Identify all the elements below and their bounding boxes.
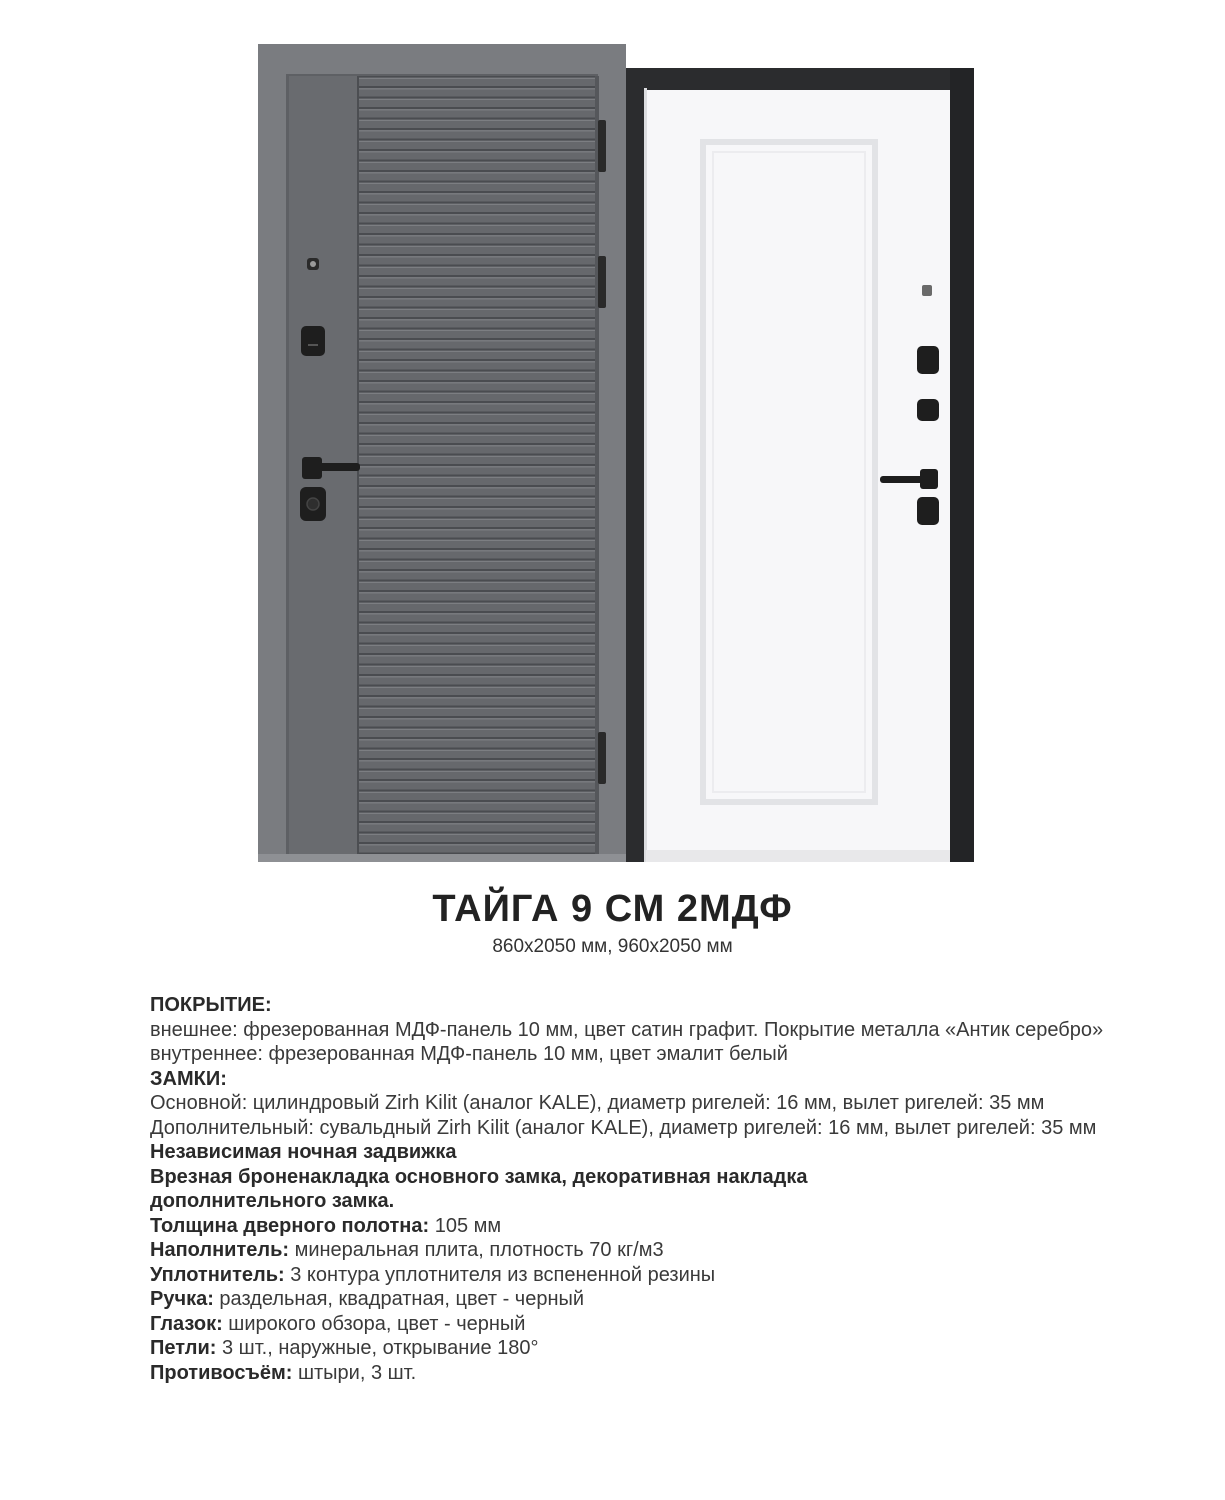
exterior-door <box>258 44 626 862</box>
peephole: Глазок: широкого обзора, цвет - черный <box>150 1312 526 1335</box>
specifications <box>150 993 1110 1385</box>
exterior-lock-cylinder-icon <box>300 487 326 521</box>
filler: Наполнитель: минеральная плита, плотность 70 кг/м3 <box>150 1239 664 1261</box>
coating-heading: ПОКРЫТИЕ: <box>150 994 272 1016</box>
thickness: Толщина дверного полотна: 105 мм <box>150 1214 502 1237</box>
coating-exterior: внешнее: фрезерованная МДФ-панель 10 мм, цвет сатин графит. Покрытие металла «Антик серебро» <box>150 1018 1104 1041</box>
handle: Ручка: раздельная, квадратная, цвет - черный <box>150 1288 585 1310</box>
lock-main: Основной: цилиндровый Zirh Kilit (аналог KALE), диаметр ригелей: 16 мм, вылет ригелей: 35 мм <box>150 1092 1045 1114</box>
lock-extra: Дополнительный: сувальдный Zirh Kilit (аналог KALE), диаметр ригелей: 16 мм, вылет ригелей: 35 мм <box>150 1116 1097 1139</box>
interior-lock-turn-icon <box>917 497 939 525</box>
interior-door <box>626 68 974 862</box>
interior-peephole-icon <box>922 285 932 296</box>
product-sizes: 860х2050 мм, 960х2050 мм <box>492 936 733 957</box>
coating-interior: внутреннее: фрезерованная МДФ-панель 10 мм, цвет эмалит белый <box>150 1043 788 1065</box>
night-latch: Независимая ночная задвижка <box>150 1141 457 1163</box>
antitheft: Противосъём: штыри, 3 шт. <box>150 1361 417 1384</box>
product-title: ТАЙГА 9 СМ 2МДФ <box>432 888 793 930</box>
seal: Уплотнитель: 3 контура уплотнителя из вспененной резины <box>150 1263 716 1286</box>
exterior-door-grooved-panel <box>359 76 595 862</box>
door-product-image <box>258 44 974 862</box>
exterior-peephole-icon <box>307 258 319 270</box>
armor-plate: Врезная броненакладка основного замка, декоративная накладка дополнительного замка. <box>150 1165 808 1212</box>
hinges: Петли: 3 шт., наружные, открывание 180° <box>150 1337 539 1359</box>
locks-heading: ЗАМКИ: <box>150 1067 227 1090</box>
exterior-night-latch-icon <box>301 326 325 356</box>
